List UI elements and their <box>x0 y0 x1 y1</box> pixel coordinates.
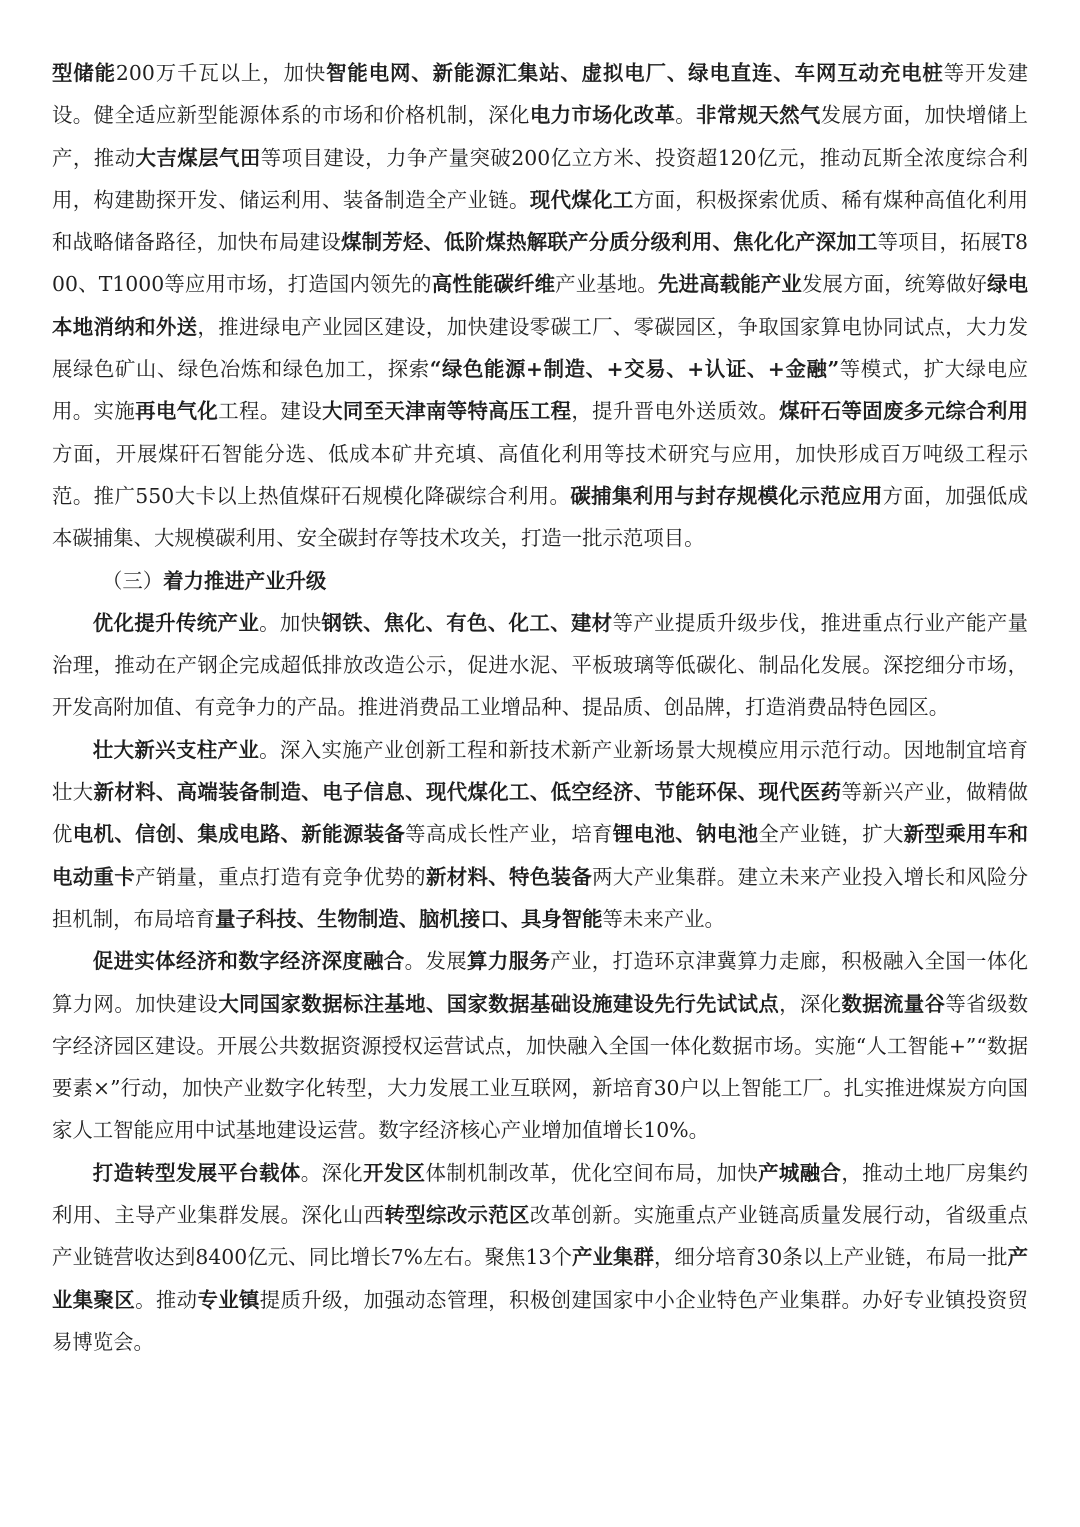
bold-text-run: 大同国家数据标注基地、国家数据基础设施建设先行先试试点 <box>218 991 780 1016</box>
text-run: 方面，积极探索优质、稀有煤种高值化利用和战略储备路径，加快布局建设 <box>52 187 1029 255</box>
text-run: 等模式，扩大绿电应用。实施 <box>52 357 1029 424</box>
bold-text-run: 转型综改示范区 <box>384 1203 530 1228</box>
bold-text-run: 非常规天然气 <box>696 103 821 128</box>
paragraph-platform <box>52 1152 1028 1363</box>
bold-text-run: 型储能 <box>52 61 116 85</box>
text-run: 200万千瓦以上，加快 <box>115 61 327 85</box>
text-run: 体制机制改革，优化空间布局，加快 <box>425 1160 759 1185</box>
section-heading <box>52 560 1028 602</box>
text-run: 。 <box>675 103 697 128</box>
bold-text-run: 新型乘用车和电动重卡 <box>52 822 1029 889</box>
bold-text-run: 先进高载能产业 <box>657 272 802 297</box>
bold-text-run: 着力推进产业升级 <box>163 568 327 593</box>
bold-text-run: 产业集群 <box>572 1245 654 1270</box>
bold-text-run: 专业镇 <box>197 1287 260 1312</box>
text-run: 等产业提质升级步伐，推进重点行业产能产量治理，推动在产钢企完成超低排放改造公示，促进水泥、平板玻璃等低碳化、制品化发展。深挖细分市场，开发高附加值、有竞争力的产品。推进消费品工业增品种、提品质、创品牌，打造消费品特色园区。 <box>52 610 1029 720</box>
text-run: 产业，打造环京津冀算力走廊，积极融入全国一体化算力网。加快建设 <box>52 949 1029 1016</box>
text-run: 等开发建设。健全适应新型能源体系的市场和价格机制，深化 <box>52 61 1029 128</box>
text-run: 等项目建设，力争产量突破200亿立方米、投资超120亿元，推动瓦斯全浓度综合利用，构建勘探开发、储运利用、装备制造全产业链。 <box>52 145 1029 212</box>
text-run: ，细分培育30条以上产业链，布局一批 <box>653 1245 1008 1270</box>
bold-text-run: 新材料、高端装备制造、电子信息、现代煤化工、低空经济、节能环保、现代医药 <box>93 780 842 805</box>
text-run: ，深化 <box>779 991 842 1016</box>
text-run: 。发展 <box>404 949 468 974</box>
bold-text-run: “绿色能源+制造、+交易、+认证、+金融” <box>429 357 840 382</box>
text-run: 方面，加强低成本碳捕集、大规模碳利用、安全碳封存等技术攻关，打造一批示范项目。 <box>52 483 1029 551</box>
bold-text-run: 算力服务 <box>467 949 551 974</box>
text-run: 发展方面，统筹做好 <box>801 272 988 297</box>
paragraph-emerging <box>52 729 1028 940</box>
paragraph-traditional <box>52 602 1028 729</box>
bold-text-run: 电力市场化改革 <box>529 103 676 128</box>
bold-text-run: 钢铁、焦化、有色、化工、建材 <box>321 610 613 635</box>
text-run: 发展方面，加快增储上产，推动 <box>52 103 1029 170</box>
text-run: 等未来产业。 <box>602 906 725 931</box>
text-run: 。深入实施产业创新工程和新技术新产业新场景大规模应用示范行动。因地制宜培育壮大 <box>52 737 1029 805</box>
text-run: 。推动 <box>135 1287 198 1312</box>
paragraph-energy <box>52 52 1028 560</box>
text-run: 产销量，重点打造有竞争优势的 <box>135 864 426 889</box>
text-run: 等项目，拓展T800、T1000等应用市场，打造国内领先的 <box>52 230 1029 297</box>
text-run: 改革创新。实施重点产业链高质量发展行动，省级重点产业链营收达到8400亿元、同比增长7%左右。聚焦13个 <box>52 1203 1029 1270</box>
bold-text-run: 大同至天津南等特高压工程 <box>322 399 572 424</box>
bold-text-run: 优化提升传统产业 <box>92 610 260 635</box>
bold-text-run: 大吉煤层气田 <box>135 145 261 170</box>
bold-text-run: 新材料、特色装备 <box>425 864 593 889</box>
bold-text-run: 产业集聚区 <box>52 1245 1029 1312</box>
bold-text-run: 高性能碳纤维 <box>431 272 556 297</box>
bold-text-run: 现代煤化工 <box>529 187 634 212</box>
bold-text-run: 数据流量谷 <box>841 991 946 1016</box>
text-run: 两大产业集群。建立未来产业投入增长和风险分担机制，布局培育 <box>52 864 1029 931</box>
text-run: 。深化 <box>300 1160 364 1185</box>
bold-text-run: 促进实体经济和数字经济深度融合 <box>92 949 405 974</box>
text-run: ，推进绿电产业园区建设，加快建设零碳工厂、零碳园区，争取国家算电协同试点，大力发展绿色矿山、绿色冶炼和绿色加工，探索 <box>52 314 1028 382</box>
text-run: 提质升级，加强动态管理，积极创建国家中小企业特色产业集群。办好专业镇投资贸易博览会。 <box>52 1287 1029 1354</box>
bold-text-run: 智能电网、新能源汇集站、虚拟电厂、绿电直连、车网互动充电桩 <box>326 61 944 85</box>
text-run: 等省级数字经济园区建设。开展公共数据资源授权运营试点，加快融入全国一体化数据市场。实施“人工智能+”“数据要素×”行动，加快产业数字化转型，大力发展工业互联网，新培育30户以上智能工厂。扎实推进煤炭方向国家人工智能应用中试基地建设运营。数字经济核心产业增加值增长10%。 <box>52 991 1029 1143</box>
paragraph-digital <box>52 940 1028 1151</box>
text-run: 。加快 <box>259 610 322 635</box>
text-run: 全产业链，扩大 <box>758 822 904 847</box>
bold-text-run: 碳捕集利用与封存规模化示范应用 <box>570 483 883 508</box>
text-run: 工程。建设 <box>218 399 323 424</box>
bold-text-run: 产城融合 <box>758 1160 842 1185</box>
text-run: （三） <box>102 568 164 593</box>
bold-text-run: 开发区 <box>363 1160 426 1185</box>
bold-text-run: 量子科技、生物制造、脑机接口、具身智能 <box>215 906 603 931</box>
text-run: 等新兴产业，做精做优 <box>52 780 1029 847</box>
bold-text-run: 绿电本地消纳和外送 <box>52 272 1029 339</box>
bold-text-run: 锂电池、钠电池 <box>612 822 759 847</box>
text-run: 等高成长性产业，培育 <box>405 822 613 847</box>
bold-text-run: 煤制芳烃、低阶煤热解联产分质分级利用、焦化化产深加工 <box>340 230 878 255</box>
text-run: ，提升晋电外送质效。 <box>571 399 780 424</box>
text-run: 产业基地。 <box>555 272 658 297</box>
bold-text-run: 电机、信创、集成电路、新能源装备 <box>72 822 406 847</box>
text-run: ，推动土地厂房集约利用、主导产业集群发展。深化山西 <box>52 1160 1029 1228</box>
bold-text-run: 煤矸石等固废多元综合利用 <box>779 399 1029 424</box>
text-run: 方面，开展煤矸石智能分选、低成本矿井充填、高值化利用等技术研究与应用，加快形成百万吨级工程示范。推广550大卡以上热值煤矸石规模化降碳综合利用。 <box>52 441 1028 508</box>
bold-text-run: 打造转型发展平台载体 <box>92 1160 301 1185</box>
bold-text-run: 再电气化 <box>135 399 219 424</box>
bold-text-run: 壮大新兴支柱产业 <box>92 737 260 762</box>
